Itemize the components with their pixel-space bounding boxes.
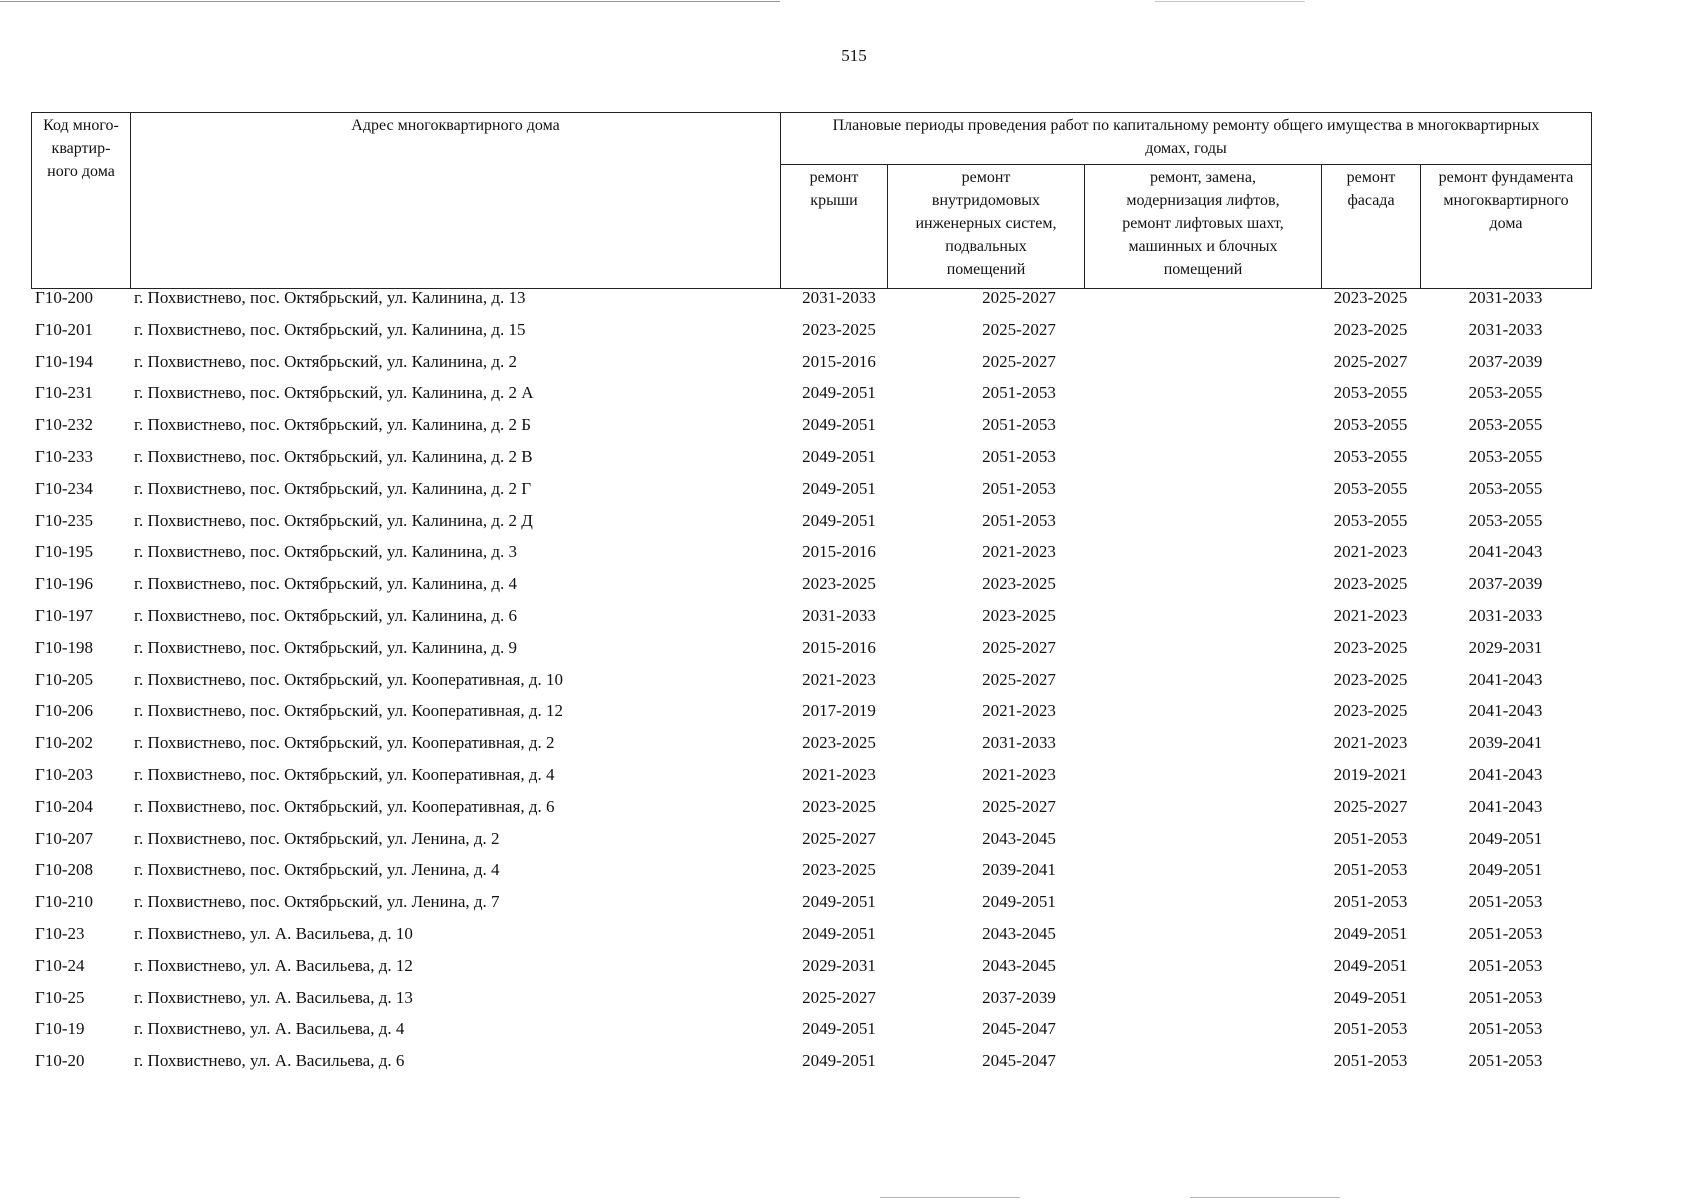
cell-roof: 2023-2025 [802, 860, 876, 880]
cell-engineering: 2049-2051 [982, 892, 1056, 912]
table-row [31, 986, 1591, 1018]
header-engineering-label: ремонт внутридомовых инженерных систем, подвальных помещений [915, 169, 1057, 278]
cell-roof: 2023-2025 [802, 796, 876, 816]
table-row [31, 636, 1591, 668]
cell-code: Г10-206 [35, 701, 93, 721]
cell-roof: 2049-2051 [802, 1051, 876, 1071]
cell-facade: 2023-2025 [1333, 637, 1408, 657]
cell-foundation: 2031-2033 [1468, 605, 1543, 625]
cell-code: Г10-202 [35, 733, 93, 753]
cell-roof: 2031-2033 [802, 605, 876, 625]
header-periods-label: Плановые периоды проведения работ по капитальному ремонту общего имущества в многоквартирных домах, годы [832, 117, 1540, 157]
cell-address: г. Похвистнево, пос. Октябрьский, ул. Калинина, д. 3 [134, 542, 517, 562]
cell-facade: 2023-2025 [1333, 288, 1408, 307]
header-lifts-label: ремонт, замена, модернизация лифтов, ремонт лифтовых шахт, машинных и блочных помещений [1122, 169, 1284, 278]
header-foundation [1421, 165, 1592, 289]
cell-roof: 2049-2051 [802, 1019, 876, 1039]
cell-facade: 2053-2055 [1333, 383, 1408, 403]
cell-facade: 2021-2023 [1333, 605, 1408, 625]
cell-facade: 2051-2053 [1333, 1019, 1408, 1039]
cell-engineering: 2025-2027 [982, 637, 1056, 657]
cell-foundation: 2049-2051 [1468, 828, 1543, 848]
cell-foundation: 2053-2055 [1468, 383, 1543, 403]
cell-roof: 2015-2016 [802, 542, 876, 562]
cell-roof: 2049-2051 [802, 892, 876, 912]
cell-roof: 2023-2025 [802, 733, 876, 753]
cell-code: Г10-24 [35, 955, 85, 975]
cell-foundation: 2053-2055 [1468, 446, 1543, 466]
table-row [31, 954, 1591, 986]
cell-roof: 2031-2033 [802, 288, 876, 307]
cell-address: г. Похвистнево, пос. Октябрьский, ул. Калинина, д. 9 [134, 637, 517, 657]
header-code-label: Код много- квартир- ного дома [43, 117, 119, 180]
cell-foundation: 2031-2033 [1468, 319, 1543, 339]
cell-address: г. Похвистнево, пос. Октябрьский, ул. Калинина, д. 2 Б [134, 415, 531, 435]
cell-engineering: 2023-2025 [982, 605, 1056, 625]
header-engineering [888, 165, 1085, 289]
cell-address: г. Похвистнево, ул. А. Васильева, д. 6 [134, 1051, 405, 1071]
cell-facade: 2051-2053 [1333, 828, 1408, 848]
cell-code: Г10-233 [35, 446, 93, 466]
table-body [31, 286, 1591, 1081]
table-row [31, 731, 1591, 763]
cell-code: Г10-196 [35, 574, 93, 594]
cell-foundation: 2053-2055 [1468, 510, 1543, 530]
cell-code: Г10-200 [35, 288, 93, 307]
cell-roof: 2021-2023 [802, 764, 876, 784]
table-row [31, 540, 1591, 572]
cell-facade: 2021-2023 [1333, 733, 1408, 753]
cell-code: Г10-198 [35, 637, 93, 657]
cell-foundation: 2041-2043 [1468, 796, 1543, 816]
cell-engineering: 2023-2025 [982, 574, 1056, 594]
cell-foundation: 2051-2053 [1468, 955, 1543, 975]
cell-engineering: 2025-2027 [982, 288, 1056, 307]
table-row [31, 509, 1591, 541]
cell-engineering: 2037-2039 [982, 987, 1056, 1007]
cell-code: Г10-234 [35, 478, 93, 498]
table-row [31, 890, 1591, 922]
cell-engineering: 2025-2027 [982, 796, 1056, 816]
header-foundation-label: ремонт фундамента многоквартирного дома [1438, 169, 1574, 232]
cell-engineering: 2051-2053 [982, 383, 1056, 403]
table-row [31, 763, 1591, 795]
cell-facade: 2025-2027 [1333, 796, 1408, 816]
cell-code: Г10-20 [35, 1051, 85, 1071]
cell-roof: 2015-2016 [802, 637, 876, 657]
cell-facade: 2053-2055 [1333, 446, 1408, 466]
cell-facade: 2053-2055 [1333, 478, 1408, 498]
cell-engineering: 2031-2033 [982, 733, 1056, 753]
cell-address: г. Похвистнево, ул. А. Васильева, д. 12 [134, 955, 413, 975]
table-row [31, 413, 1591, 445]
header-roof [781, 165, 888, 289]
cell-code: Г10-231 [35, 383, 93, 403]
cell-address: г. Похвистнево, пос. Октябрьский, ул. Кооперативная, д. 12 [134, 701, 564, 721]
cell-code: Г10-23 [35, 923, 85, 943]
cell-roof: 2049-2051 [802, 383, 876, 403]
cell-facade: 2049-2051 [1333, 923, 1408, 943]
cell-foundation: 2041-2043 [1468, 764, 1543, 784]
scan-edge-line [1190, 1197, 1340, 1198]
table-row [31, 286, 1591, 318]
cell-engineering: 2025-2027 [982, 351, 1056, 371]
cell-facade: 2023-2025 [1333, 319, 1408, 339]
table-row [31, 318, 1591, 350]
cell-facade: 2019-2021 [1333, 764, 1408, 784]
header-address [131, 113, 781, 289]
cell-foundation: 2051-2053 [1468, 987, 1543, 1007]
cell-address: г. Похвистнево, ул. А. Васильева, д. 4 [134, 1019, 405, 1039]
scan-edge-line [0, 1, 780, 2]
table-row [31, 699, 1591, 731]
header-facade-label: ремонт фасада [1346, 169, 1396, 209]
cell-facade: 2051-2053 [1333, 892, 1408, 912]
cell-engineering: 2051-2053 [982, 478, 1056, 498]
cell-code: Г10-19 [35, 1019, 85, 1039]
cell-address: г. Похвистнево, пос. Октябрьский, ул. Ленина, д. 7 [134, 892, 500, 912]
header-lifts [1085, 165, 1322, 289]
cell-code: Г10-25 [35, 987, 85, 1007]
cell-address: г. Похвистнево, пос. Октябрьский, ул. Калинина, д. 6 [134, 605, 517, 625]
cell-foundation: 2037-2039 [1468, 351, 1543, 371]
cell-address: г. Похвистнево, ул. А. Васильева, д. 10 [134, 923, 413, 943]
cell-facade: 2049-2051 [1333, 987, 1408, 1007]
cell-address: г. Похвистнево, пос. Октябрьский, ул. Кооперативная, д. 6 [134, 796, 555, 816]
cell-address: г. Похвистнево, пос. Октябрьский, ул. Ленина, д. 4 [134, 860, 500, 880]
cell-code: Г10-205 [35, 669, 93, 689]
cell-engineering: 2039-2041 [982, 860, 1056, 880]
cell-code: Г10-203 [35, 764, 93, 784]
cell-facade: 2051-2053 [1333, 860, 1408, 880]
cell-roof: 2021-2023 [802, 669, 876, 689]
cell-address: г. Похвистнево, пос. Октябрьский, ул. Калинина, д. 2 В [134, 446, 533, 466]
page-number: 515 [841, 46, 867, 65]
cell-code: Г10-201 [35, 319, 93, 339]
cell-engineering: 2025-2027 [982, 669, 1056, 689]
cell-code: Г10-235 [35, 510, 93, 530]
cell-code: Г10-197 [35, 605, 93, 625]
cell-facade: 2053-2055 [1333, 510, 1408, 530]
cell-engineering: 2051-2053 [982, 415, 1056, 435]
cell-roof: 2025-2027 [802, 828, 876, 848]
cell-roof: 2025-2027 [802, 987, 876, 1007]
cell-foundation: 2051-2053 [1468, 923, 1543, 943]
cell-foundation: 2041-2043 [1468, 669, 1543, 689]
header-roof-label: ремонт крыши [809, 169, 859, 209]
cell-engineering: 2025-2027 [982, 319, 1056, 339]
table-header [31, 112, 1592, 289]
cell-facade: 2023-2025 [1333, 574, 1408, 594]
cell-code: Г10-210 [35, 892, 93, 912]
cell-facade: 2023-2025 [1333, 669, 1408, 689]
header-address-label: Адрес многоквартирного дома [351, 117, 560, 134]
table-row [31, 827, 1591, 859]
cell-engineering: 2051-2053 [982, 446, 1056, 466]
cell-engineering: 2051-2053 [982, 510, 1056, 530]
cell-address: г. Похвистнево, пос. Октябрьский, ул. Калинина, д. 2 Г [134, 478, 532, 498]
cell-roof: 2029-2031 [802, 955, 876, 975]
cell-engineering: 2043-2045 [982, 923, 1056, 943]
cell-address: г. Похвистнево, пос. Октябрьский, ул. Калинина, д. 2 А [134, 383, 534, 403]
cell-address: г. Похвистнево, пос. Октябрьский, ул. Кооперативная, д. 10 [134, 669, 564, 689]
cell-roof: 2015-2016 [802, 351, 876, 371]
cell-roof: 2049-2051 [802, 415, 876, 435]
cell-address: г. Похвистнево, пос. Октябрьский, ул. Кооперативная, д. 2 [134, 733, 555, 753]
cell-foundation: 2051-2053 [1468, 892, 1543, 912]
cell-code: Г10-204 [35, 796, 93, 816]
cell-foundation: 2041-2043 [1468, 542, 1543, 562]
cell-facade: 2021-2023 [1333, 542, 1408, 562]
cell-foundation: 2051-2053 [1468, 1051, 1543, 1071]
cell-roof: 2023-2025 [802, 319, 876, 339]
cell-foundation: 2037-2039 [1468, 574, 1543, 594]
cell-foundation: 2039-2041 [1468, 733, 1543, 753]
table-row [31, 477, 1591, 509]
cell-foundation: 2051-2053 [1468, 1019, 1543, 1039]
cell-engineering: 2021-2023 [982, 764, 1056, 784]
cell-code: Г10-207 [35, 828, 93, 848]
cell-address: г. Похвистнево, пос. Октябрьский, ул. Калинина, д. 15 [134, 319, 526, 339]
cell-code: Г10-208 [35, 860, 93, 880]
cell-engineering: 2021-2023 [982, 542, 1056, 562]
cell-engineering: 2045-2047 [982, 1019, 1056, 1039]
cell-facade: 2053-2055 [1333, 415, 1408, 435]
header-code [32, 113, 131, 289]
cell-address: г. Похвистнево, пос. Октябрьский, ул. Кооперативная, д. 4 [134, 764, 555, 784]
cell-roof: 2017-2019 [802, 701, 876, 721]
cell-foundation: 2049-2051 [1468, 860, 1543, 880]
cell-code: Г10-195 [35, 542, 93, 562]
cell-engineering: 2045-2047 [982, 1051, 1056, 1071]
cell-roof: 2049-2051 [802, 478, 876, 498]
cell-foundation: 2031-2033 [1468, 288, 1543, 307]
scan-edge-line [1155, 1, 1305, 2]
table-row [31, 795, 1591, 827]
table-row [31, 668, 1591, 700]
cell-facade: 2023-2025 [1333, 701, 1408, 721]
table-row [31, 1049, 1591, 1081]
cell-foundation: 2053-2055 [1468, 478, 1543, 498]
cell-roof: 2049-2051 [802, 923, 876, 943]
cell-facade: 2025-2027 [1333, 351, 1408, 371]
table-row [31, 350, 1591, 382]
cell-roof: 2049-2051 [802, 446, 876, 466]
cell-code: Г10-232 [35, 415, 93, 435]
scan-edge-line [880, 1197, 1020, 1198]
cell-address: г. Похвистнево, пос. Октябрьский, ул. Калинина, д. 2 Д [134, 510, 533, 530]
cell-roof: 2049-2051 [802, 510, 876, 530]
table-row [31, 604, 1591, 636]
table-row [31, 858, 1591, 890]
header-facade [1322, 165, 1421, 289]
cell-facade: 2051-2053 [1333, 1051, 1408, 1071]
cell-roof: 2023-2025 [802, 574, 876, 594]
table-row [31, 922, 1591, 954]
cell-foundation: 2041-2043 [1468, 701, 1543, 721]
cell-engineering: 2043-2045 [982, 955, 1056, 975]
table-row [31, 445, 1591, 477]
cell-address: г. Похвистнево, пос. Октябрьский, ул. Калинина, д. 13 [134, 288, 526, 307]
cell-facade: 2049-2051 [1333, 955, 1408, 975]
header-periods [781, 113, 1592, 165]
cell-foundation: 2053-2055 [1468, 415, 1543, 435]
cell-engineering: 2043-2045 [982, 828, 1056, 848]
table-row [31, 381, 1591, 413]
cell-engineering: 2021-2023 [982, 701, 1056, 721]
table-row [31, 572, 1591, 604]
cell-address: г. Похвистнево, пос. Октябрьский, ул. Ленина, д. 2 [134, 828, 500, 848]
cell-code: Г10-194 [35, 351, 93, 371]
table-row [31, 1017, 1591, 1049]
cell-address: г. Похвистнево, ул. А. Васильева, д. 13 [134, 987, 413, 1007]
cell-address: г. Похвистнево, пос. Октябрьский, ул. Калинина, д. 2 [134, 351, 517, 371]
cell-address: г. Похвистнево, пос. Октябрьский, ул. Калинина, д. 4 [134, 574, 517, 594]
cell-foundation: 2029-2031 [1468, 637, 1543, 657]
